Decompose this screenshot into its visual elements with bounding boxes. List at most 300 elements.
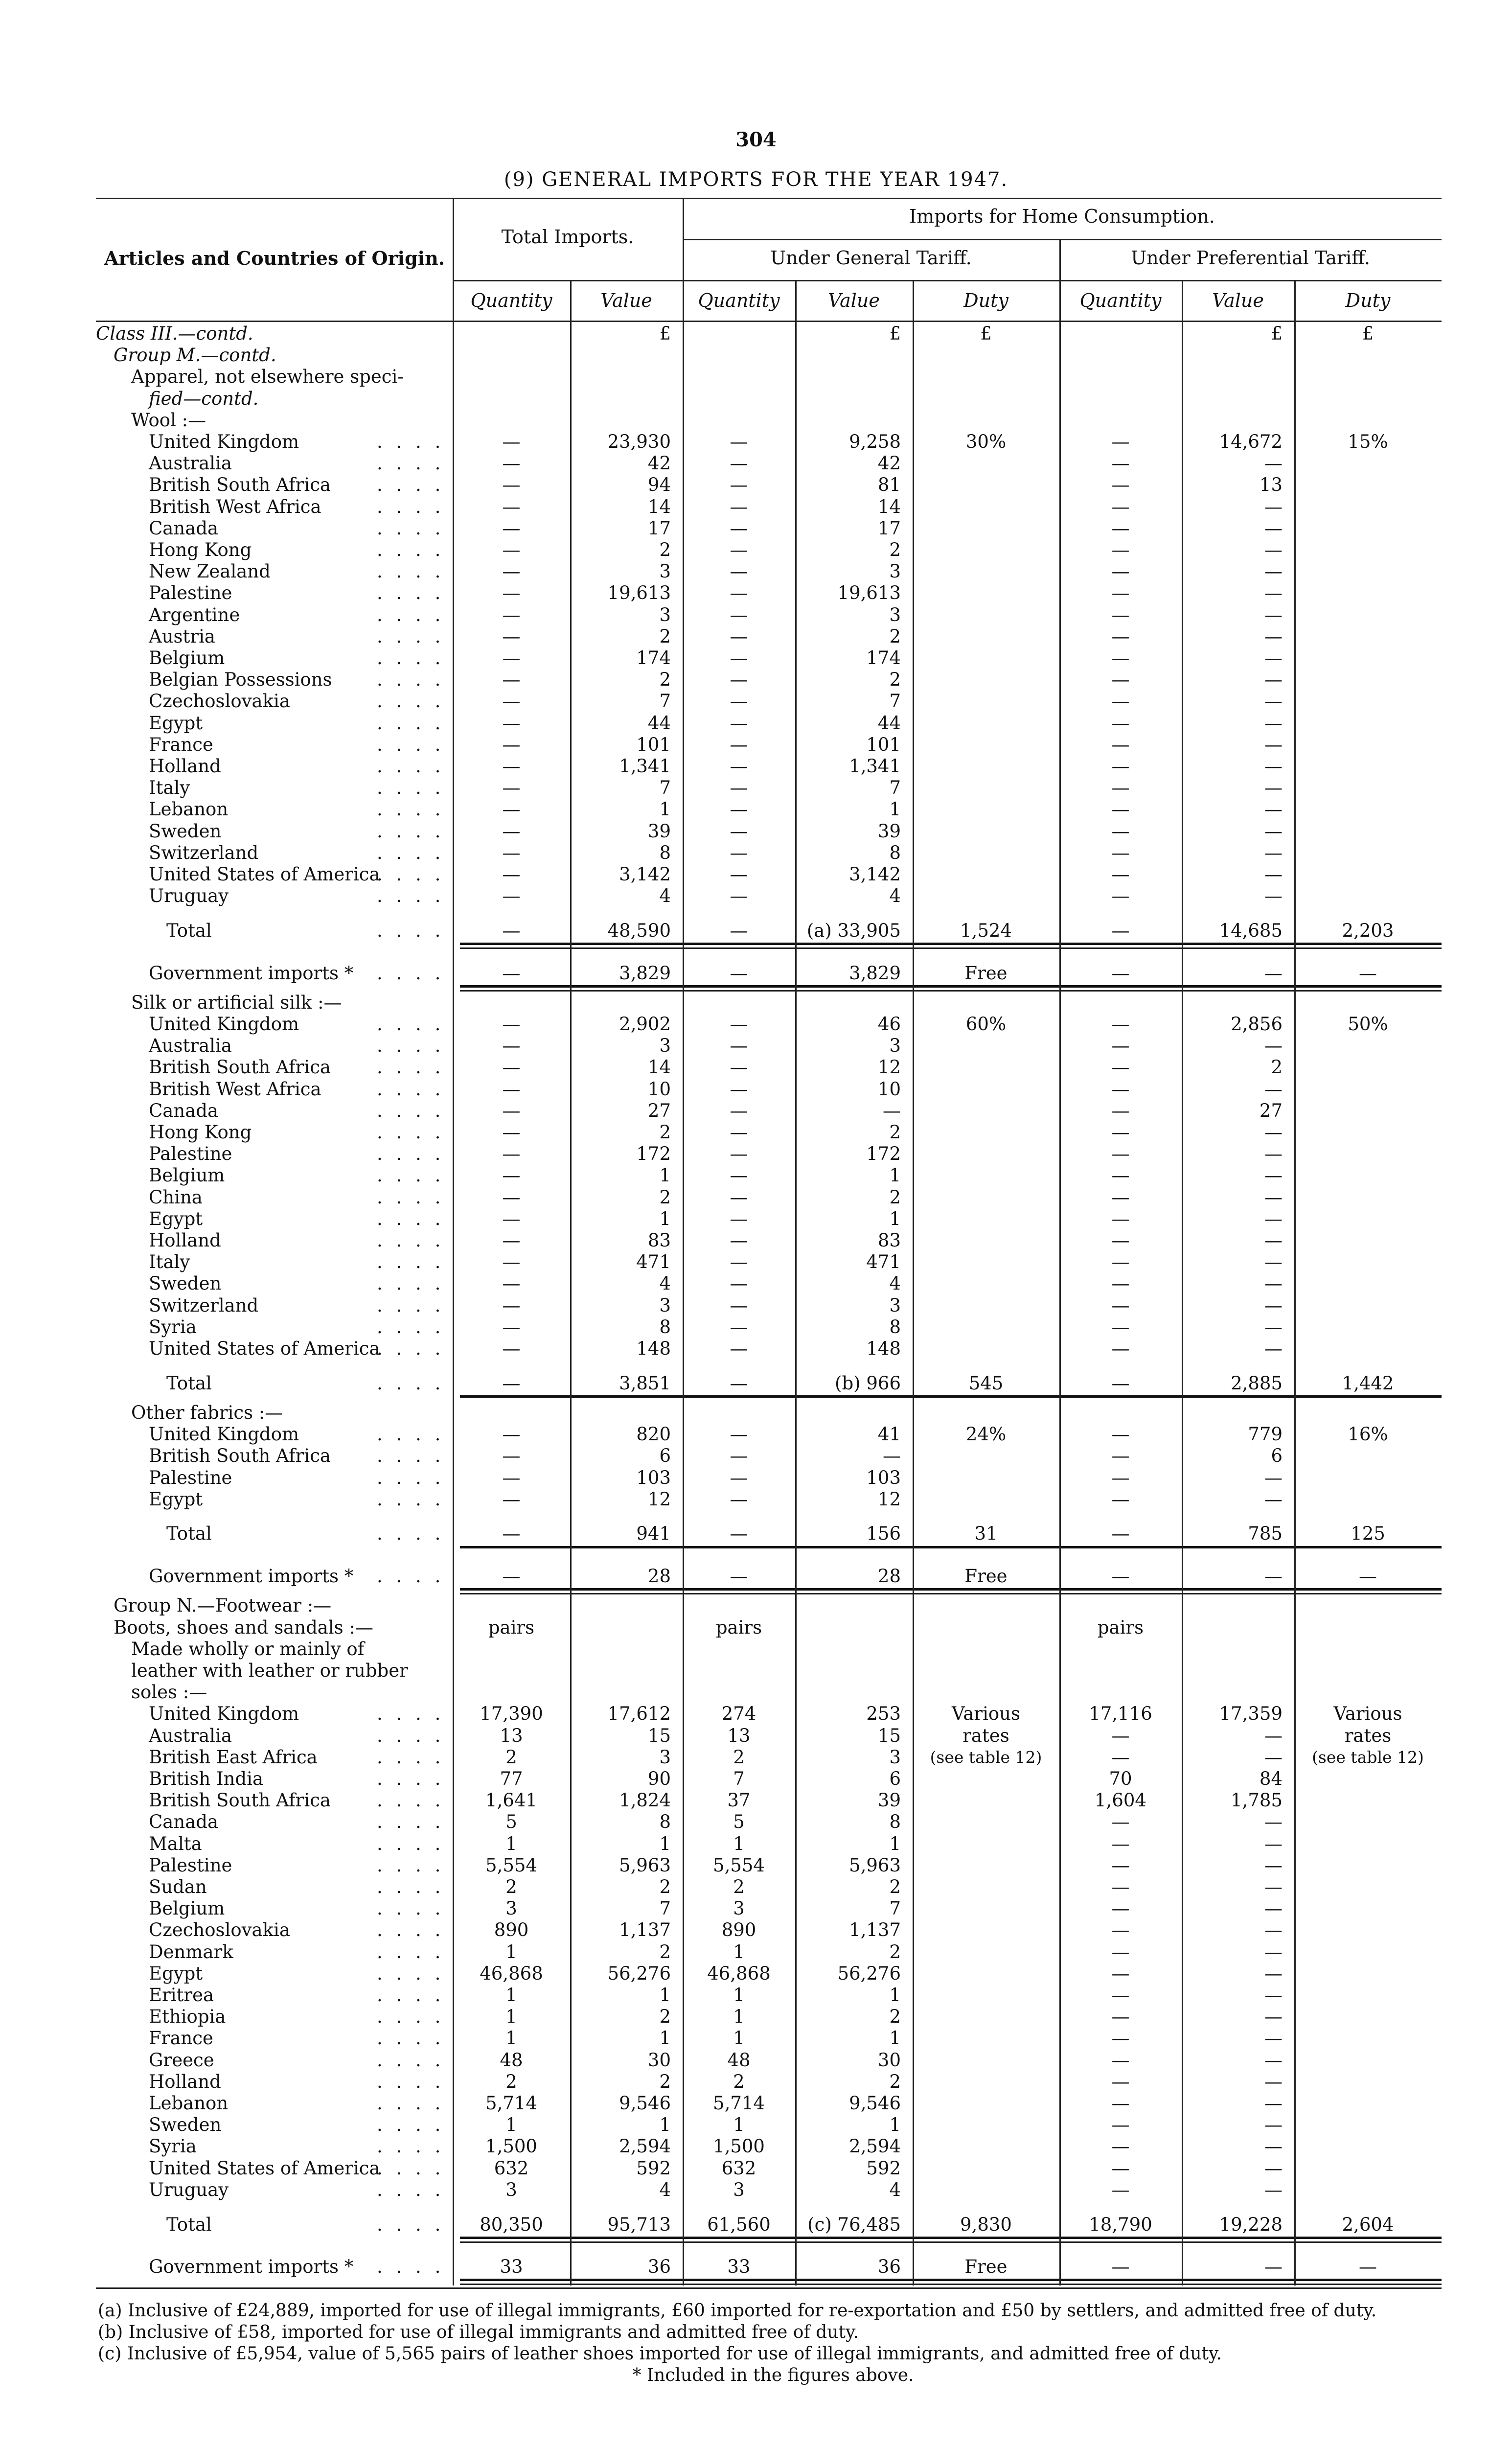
row-label: British South Africa bbox=[149, 1790, 331, 1811]
row-cell: — bbox=[1111, 2114, 1130, 2136]
row-label: Boots, shoes and sandals :— bbox=[114, 1616, 373, 1638]
row-cell: 1,604 bbox=[1095, 1790, 1146, 1811]
row-cell: 17,359 bbox=[1219, 1703, 1283, 1725]
row-cell: 14,685 bbox=[1219, 920, 1283, 941]
leader-dots: . . . . bbox=[377, 539, 445, 560]
row-cell: — bbox=[1264, 647, 1283, 669]
row-cell: — bbox=[502, 1208, 521, 1229]
row-label: British India bbox=[149, 1768, 264, 1789]
row-cell: 2 bbox=[659, 1122, 671, 1143]
leader-dots: . . . . bbox=[377, 1035, 445, 1057]
row-cell: 3 bbox=[889, 1746, 901, 1768]
row-cell: — bbox=[1359, 1566, 1377, 1587]
row-cell: 19,228 bbox=[1219, 2214, 1283, 2235]
row-label: Sweden bbox=[149, 820, 222, 842]
row-cell: 2 bbox=[733, 1876, 745, 1897]
row-cell: — bbox=[502, 1488, 521, 1510]
row-cell: 174 bbox=[866, 647, 901, 669]
row-cell: 592 bbox=[636, 2157, 671, 2179]
row-label: United States of America bbox=[149, 1338, 380, 1360]
row-cell: 3 bbox=[733, 1898, 745, 1919]
row-cell: — bbox=[502, 539, 521, 560]
row-cell: — bbox=[1111, 1919, 1130, 1941]
row-cell: — bbox=[502, 496, 521, 517]
column-divider bbox=[570, 281, 572, 2285]
row-cell: — bbox=[502, 582, 521, 604]
row-cell: 592 bbox=[866, 2157, 901, 2179]
row-cell: — bbox=[1111, 1467, 1130, 1488]
row-label: Belgian Possessions bbox=[149, 669, 332, 691]
row-cell: 1 bbox=[505, 2028, 517, 2049]
row-cell: 1 bbox=[505, 1833, 517, 1854]
row-cell: 14 bbox=[647, 1057, 671, 1078]
leader-dots: . . . . bbox=[377, 604, 445, 625]
row-cell: — bbox=[502, 1078, 521, 1100]
row-cell: — bbox=[1264, 756, 1283, 777]
row-label: New Zealand bbox=[149, 561, 271, 582]
row-cell: 42 bbox=[647, 453, 671, 474]
row-cell: 253 bbox=[866, 1703, 901, 1725]
row-cell: 2 bbox=[889, 2071, 901, 2092]
row-cell: 15% bbox=[1348, 431, 1388, 452]
row-cell: 1 bbox=[889, 1165, 901, 1186]
row-cell: — bbox=[502, 1122, 521, 1143]
leader-dots: . . . . bbox=[377, 712, 445, 734]
row-cell: 1 bbox=[889, 1985, 901, 2006]
row-cell: 1,341 bbox=[619, 756, 671, 777]
row-cell: 1,524 bbox=[960, 920, 1012, 941]
row-cell: — bbox=[1264, 1230, 1283, 1251]
column-divider bbox=[1182, 281, 1183, 2285]
row-cell: 17,390 bbox=[480, 1703, 543, 1725]
row-cell: — bbox=[730, 756, 748, 777]
leader-dots: . . . . bbox=[377, 1876, 445, 1897]
row-cell: — bbox=[1264, 1919, 1283, 1941]
row-label: Australia bbox=[149, 453, 232, 474]
row-label: leather with leather or rubber bbox=[131, 1660, 408, 1681]
row-cell: 2 bbox=[505, 2071, 517, 2092]
row-cell: — bbox=[1264, 604, 1283, 625]
page-number: 304 bbox=[735, 128, 777, 151]
value-header-general: Value bbox=[828, 290, 880, 311]
row-cell: — bbox=[1111, 561, 1130, 582]
row-cell: — bbox=[1111, 1962, 1130, 1984]
row-cell: 1 bbox=[733, 2114, 745, 2136]
row-cell: — bbox=[1264, 820, 1283, 842]
row-cell: 15 bbox=[877, 1725, 901, 1746]
row-cell: — bbox=[502, 691, 521, 712]
row-cell: 5 bbox=[733, 1811, 745, 1833]
row-cell: — bbox=[502, 647, 521, 669]
row-label: Switzerland bbox=[149, 842, 259, 863]
row-cell: — bbox=[730, 842, 748, 863]
row-cell: — bbox=[730, 1014, 748, 1035]
row-cell: 172 bbox=[636, 1143, 671, 1165]
row-cell: 27 bbox=[1259, 1100, 1283, 1121]
row-cell: — bbox=[1111, 1294, 1130, 1316]
row-cell: 46,868 bbox=[480, 1962, 543, 1984]
row-cell: 785 bbox=[1248, 1523, 1283, 1545]
row-label: Belgium bbox=[149, 1898, 225, 1919]
row-cell: 18,790 bbox=[1089, 2214, 1152, 2235]
row-cell: 172 bbox=[866, 1143, 901, 1165]
leader-dots: . . . . bbox=[377, 1467, 445, 1488]
row-label: United Kingdom bbox=[149, 1703, 299, 1725]
duty-header-preferential: Duty bbox=[1345, 290, 1391, 311]
row-cell: Various bbox=[952, 1703, 1020, 1725]
row-cell: 5,554 bbox=[713, 1854, 765, 1876]
row-cell: 61,560 bbox=[707, 2214, 771, 2235]
row-cell: 7 bbox=[889, 777, 901, 799]
leader-dots: . . . . bbox=[377, 1273, 445, 1294]
table-title: (9) GENERAL IMPORTS FOR THE YEAR 1947. bbox=[504, 168, 1008, 191]
row-cell: — bbox=[1111, 1898, 1130, 1919]
row-cell: — bbox=[502, 1424, 521, 1445]
row-cell: — bbox=[1111, 1746, 1130, 1768]
preferential-tariff-header: Under Preferential Tariff. bbox=[1131, 247, 1370, 269]
row-cell: — bbox=[730, 1122, 748, 1143]
row-cell: 12 bbox=[647, 1488, 671, 1510]
row-cell: 14,672 bbox=[1219, 431, 1283, 452]
row-cell: 2 bbox=[733, 1746, 745, 1768]
row-cell: — bbox=[502, 453, 521, 474]
quantity-header-total: Quantity bbox=[470, 290, 552, 311]
row-cell: 8 bbox=[889, 1316, 901, 1338]
row-cell: — bbox=[502, 864, 521, 885]
row-label: Malta bbox=[149, 1833, 202, 1854]
row-label: Czechoslovakia bbox=[149, 691, 290, 712]
row-cell: — bbox=[730, 1035, 748, 1057]
row-label: Apparel, not elsewhere speci- bbox=[131, 366, 404, 388]
row-label: Government imports * bbox=[149, 962, 354, 984]
leader-dots: . . . . bbox=[377, 864, 445, 885]
row-cell: — bbox=[1111, 431, 1130, 452]
leader-dots: . . . . bbox=[377, 1941, 445, 1962]
row-label: Egypt bbox=[149, 1208, 203, 1229]
row-cell: 2 bbox=[889, 1876, 901, 1897]
row-cell: — bbox=[1111, 453, 1130, 474]
row-label: France bbox=[149, 734, 213, 755]
row-cell: — bbox=[730, 1424, 748, 1445]
row-cell: 84 bbox=[1259, 1768, 1283, 1789]
row-cell: — bbox=[1264, 582, 1283, 604]
row-cell: 2,885 bbox=[1231, 1372, 1283, 1394]
row-cell: 1 bbox=[733, 1941, 745, 1962]
row-label: Belgium bbox=[149, 1165, 225, 1186]
row-cell: 156 bbox=[866, 1523, 901, 1545]
row-cell: — bbox=[730, 962, 748, 984]
leader-dots: . . . . bbox=[377, 1725, 445, 1746]
row-cell: — bbox=[1264, 2256, 1283, 2278]
row-cell: — bbox=[730, 669, 748, 691]
row-cell: — bbox=[1111, 517, 1130, 539]
row-label: Canada bbox=[149, 1811, 219, 1833]
row-cell: 3,829 bbox=[619, 962, 671, 984]
row-cell: — bbox=[1264, 864, 1283, 885]
row-cell: — bbox=[1264, 1941, 1283, 1962]
row-cell: — bbox=[1111, 1523, 1130, 1545]
row-cell: 3 bbox=[659, 604, 671, 625]
row-cell: — bbox=[730, 712, 748, 734]
row-cell: rates bbox=[962, 1725, 1009, 1746]
row-cell: pairs bbox=[715, 1616, 762, 1638]
row-cell: 1 bbox=[659, 2114, 671, 2136]
footnote-a: (a) Inclusive of £24,889, imported for use of illegal immigrants, £60 imported for re-exportation and £50 by settlers, and admitted free of duty. bbox=[98, 2301, 1377, 2321]
row-cell: rates bbox=[1344, 1725, 1392, 1746]
row-label: United States of America bbox=[149, 864, 380, 885]
row-label: Wool :— bbox=[131, 409, 206, 431]
leader-dots: . . . . bbox=[377, 1143, 445, 1165]
row-cell: — bbox=[1264, 777, 1283, 799]
row-cell: 1 bbox=[889, 2114, 901, 2136]
column-divider bbox=[795, 281, 797, 2285]
row-cell: 148 bbox=[866, 1338, 901, 1360]
row-label: Palestine bbox=[149, 1854, 232, 1876]
row-cell: 274 bbox=[721, 1703, 756, 1725]
leader-dots: . . . . bbox=[377, 777, 445, 799]
row-label: Palestine bbox=[149, 582, 232, 604]
row-cell: 103 bbox=[866, 1467, 901, 1488]
row-label: Sudan bbox=[149, 1876, 207, 1897]
row-cell: 8 bbox=[889, 842, 901, 863]
row-cell: 3 bbox=[889, 1035, 901, 1057]
leader-dots: . . . . bbox=[377, 885, 445, 907]
row-cell: — bbox=[1264, 1854, 1283, 1876]
row-cell: — bbox=[730, 1294, 748, 1316]
row-cell: — bbox=[1264, 2114, 1283, 2136]
row-cell: — bbox=[730, 496, 748, 517]
row-cell: — bbox=[1111, 1208, 1130, 1229]
row-cell: — bbox=[502, 431, 521, 452]
row-cell: 2 bbox=[659, 625, 671, 647]
leader-dots: . . . . bbox=[377, 1294, 445, 1316]
row-cell: 2 bbox=[889, 1941, 901, 1962]
leader-dots: . . . . bbox=[377, 561, 445, 582]
row-cell: — bbox=[1111, 1854, 1130, 1876]
row-cell: — bbox=[730, 820, 748, 842]
row-cell: — bbox=[1111, 669, 1130, 691]
row-cell: — bbox=[502, 1143, 521, 1165]
row-cell: 15 bbox=[647, 1725, 671, 1746]
row-cell: — bbox=[730, 1488, 748, 1510]
row-cell: 28 bbox=[647, 1566, 671, 1587]
row-cell: 5,554 bbox=[485, 1854, 537, 1876]
row-cell: — bbox=[1264, 1143, 1283, 1165]
column-divider bbox=[913, 281, 914, 2285]
row-cell: 4 bbox=[659, 2179, 671, 2200]
row-cell: — bbox=[730, 453, 748, 474]
row-cell: 4 bbox=[889, 1273, 901, 1294]
row-cell: Free bbox=[964, 962, 1008, 984]
leader-dots: . . . . bbox=[377, 1566, 445, 1587]
row-cell: — bbox=[1264, 1294, 1283, 1316]
leader-dots: . . . . bbox=[377, 2049, 445, 2071]
leader-dots: . . . . bbox=[377, 2179, 445, 2200]
row-cell: 2 bbox=[659, 2006, 671, 2028]
row-label: China bbox=[149, 1186, 203, 1208]
row-label: Total bbox=[166, 2214, 212, 2235]
row-cell: — bbox=[502, 885, 521, 907]
row-cell: — bbox=[730, 1100, 748, 1121]
row-cell: 2 bbox=[659, 1186, 671, 1208]
row-cell: — bbox=[730, 1057, 748, 1078]
row-cell: — bbox=[1264, 561, 1283, 582]
row-cell: — bbox=[1111, 799, 1130, 820]
row-label: Class III.—contd. bbox=[96, 323, 253, 344]
row-cell: — bbox=[730, 1566, 748, 1587]
row-cell: — bbox=[1264, 1811, 1283, 1833]
row-cell: 77 bbox=[500, 1768, 523, 1789]
row-cell: — bbox=[1111, 496, 1130, 517]
row-cell: 19,613 bbox=[837, 582, 901, 604]
row-cell: 2 bbox=[889, 1186, 901, 1208]
leader-dots: . . . . bbox=[377, 962, 445, 984]
row-cell: — bbox=[1111, 2093, 1130, 2114]
row-cell: 8 bbox=[659, 1811, 671, 1833]
row-cell: 941 bbox=[636, 1523, 671, 1545]
row-label: Other fabrics :— bbox=[131, 1402, 283, 1423]
row-cell: — bbox=[1264, 799, 1283, 820]
row-cell: — bbox=[730, 691, 748, 712]
row-cell: 2 bbox=[659, 2071, 671, 2092]
row-cell: (a) 33,905 bbox=[806, 920, 901, 941]
row-cell: 7 bbox=[659, 691, 671, 712]
row-cell: 1 bbox=[505, 1941, 517, 1962]
row-cell: — bbox=[730, 1523, 748, 1545]
row-cell: 2 bbox=[889, 625, 901, 647]
value-header-preferential: Value bbox=[1212, 290, 1264, 311]
row-cell: 12 bbox=[877, 1488, 901, 1510]
row-cell: 7 bbox=[733, 1768, 745, 1789]
row-label: Sweden bbox=[149, 1273, 222, 1294]
row-cell: — bbox=[1111, 2136, 1130, 2157]
row-cell: — bbox=[502, 1316, 521, 1338]
row-cell: — bbox=[1264, 1467, 1283, 1488]
leader-dots: . . . . bbox=[377, 2214, 445, 2235]
row-cell: — bbox=[502, 1566, 521, 1587]
row-cell: 632 bbox=[494, 2157, 529, 2179]
row-label: British South Africa bbox=[149, 1445, 331, 1467]
row-cell: — bbox=[730, 1186, 748, 1208]
row-cell: — bbox=[1264, 1186, 1283, 1208]
row-cell: — bbox=[1264, 1165, 1283, 1186]
row-cell: — bbox=[1111, 734, 1130, 755]
row-cell: — bbox=[730, 1338, 748, 1360]
row-cell: — bbox=[730, 920, 748, 941]
row-cell: 1,824 bbox=[619, 1790, 671, 1811]
row-cell: — bbox=[883, 1445, 901, 1467]
row-cell: — bbox=[1111, 1445, 1130, 1467]
leader-dots: . . . . bbox=[377, 1165, 445, 1186]
row-cell: 7 bbox=[659, 1898, 671, 1919]
row-label: Italy bbox=[149, 1251, 190, 1273]
row-label: Government imports * bbox=[149, 2256, 354, 2278]
leader-dots: . . . . bbox=[377, 1100, 445, 1121]
leader-dots: . . . . bbox=[377, 453, 445, 474]
row-cell: 2 bbox=[1271, 1057, 1283, 1078]
row-cell: 6 bbox=[889, 1768, 901, 1789]
quantity-header-preferential: Quantity bbox=[1079, 290, 1162, 311]
leader-dots: . . . . bbox=[377, 1488, 445, 1510]
row-cell: — bbox=[1111, 1186, 1130, 1208]
row-cell: Various bbox=[1333, 1703, 1402, 1725]
row-cell: — bbox=[730, 799, 748, 820]
leader-dots: . . . . bbox=[377, 1057, 445, 1078]
row-cell: — bbox=[1111, 712, 1130, 734]
row-cell: — bbox=[1111, 1941, 1130, 1962]
row-cell: 30% bbox=[965, 431, 1007, 452]
general-tariff-header: Under General Tariff. bbox=[770, 247, 972, 269]
row-cell: — bbox=[1111, 1566, 1130, 1587]
row-cell: 14 bbox=[877, 496, 901, 517]
footnote-c: (c) Inclusive of £5,954, value of 5,565 pairs of leather shoes imported for use of illegal immigrants, and admitted free of duty. bbox=[98, 2344, 1222, 2364]
row-cell: 4 bbox=[889, 2179, 901, 2200]
row-cell: — bbox=[730, 1467, 748, 1488]
row-cell: 3 bbox=[659, 1746, 671, 1768]
leader-dots: . . . . bbox=[377, 920, 445, 941]
leader-dots: . . . . bbox=[377, 820, 445, 842]
leader-dots: . . . . bbox=[377, 1768, 445, 1789]
leader-dots: . . . . bbox=[377, 582, 445, 604]
row-cell: 1 bbox=[505, 2114, 517, 2136]
row-cell: 3,851 bbox=[619, 1372, 671, 1394]
row-cell: — bbox=[502, 842, 521, 863]
row-cell: 2 bbox=[659, 669, 671, 691]
row-cell: — bbox=[1359, 2256, 1377, 2278]
row-cell: — bbox=[1111, 1078, 1130, 1100]
row-cell: 44 bbox=[877, 712, 901, 734]
row-cell: — bbox=[1264, 2006, 1283, 2028]
row-cell: — bbox=[1111, 1372, 1130, 1394]
row-cell: — bbox=[730, 1445, 748, 1467]
tariff-rule bbox=[453, 280, 1442, 281]
row-cell: 2 bbox=[889, 1122, 901, 1143]
row-cell: 39 bbox=[877, 1790, 901, 1811]
row-cell: 17,116 bbox=[1089, 1703, 1152, 1725]
row-label: Made wholly or mainly of bbox=[131, 1638, 365, 1660]
row-cell: — bbox=[502, 1230, 521, 1251]
leader-dots: . . . . bbox=[377, 1746, 445, 1768]
row-cell: 80,350 bbox=[480, 2214, 543, 2235]
row-cell: 33 bbox=[727, 2256, 751, 2278]
row-cell: 8 bbox=[659, 1316, 671, 1338]
row-cell: 2,604 bbox=[1342, 2214, 1394, 2235]
row-label: Uruguay bbox=[149, 885, 229, 907]
leader-dots: . . . . bbox=[377, 2136, 445, 2157]
row-cell: 6 bbox=[1271, 1445, 1283, 1467]
row-label: Uruguay bbox=[149, 2179, 229, 2200]
row-cell: — bbox=[1264, 885, 1283, 907]
row-cell: 174 bbox=[636, 647, 671, 669]
row-cell: — bbox=[502, 669, 521, 691]
row-cell: — bbox=[1111, 1424, 1130, 1445]
row-label: British West Africa bbox=[149, 496, 321, 517]
row-cell: — bbox=[730, 885, 748, 907]
row-cell: (c) 76,485 bbox=[807, 2214, 901, 2235]
row-cell: — bbox=[1111, 820, 1130, 842]
row-cell: — bbox=[502, 1467, 521, 1488]
row-cell: 14 bbox=[647, 496, 671, 517]
row-cell: — bbox=[1111, 539, 1130, 560]
row-cell: pairs bbox=[1097, 1616, 1144, 1638]
row-cell: (see table 12) bbox=[930, 1747, 1042, 1767]
row-cell: 56,276 bbox=[607, 1962, 671, 1984]
leader-dots: . . . . bbox=[377, 1208, 445, 1229]
row-cell: — bbox=[1111, 604, 1130, 625]
footnote-asterisk: * Included in the figures above. bbox=[632, 2365, 914, 2385]
row-cell: — bbox=[1111, 2071, 1130, 2092]
row-label: Czechoslovakia bbox=[149, 1919, 290, 1941]
